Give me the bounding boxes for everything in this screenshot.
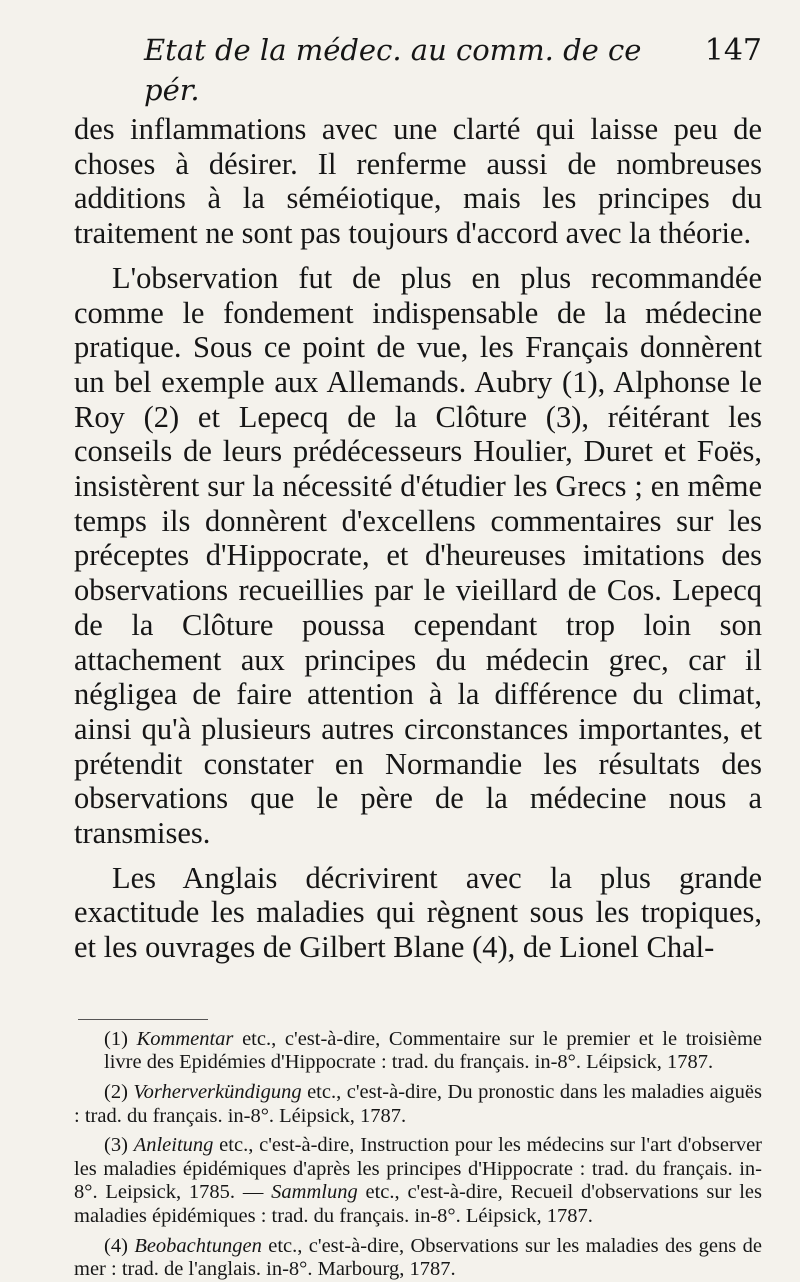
footnote-text: etc., c'est-à-dire, Observations sur les maladies des gens de mer : trad. de l'anglais. in-8°. Marbourg, 1787. bbox=[74, 1234, 762, 1281]
footnote-4 bbox=[74, 1235, 762, 1282]
footnote-title: Anleitung bbox=[133, 1134, 214, 1157]
paragraph-2: L'observation fut de plus en plus recommandée comme le fondement indispensable de la médecine pratique. Sous ce point de vue, les Français donnèrent un bel exemple aux Allemands. Aubry (1), Alphonse le Roy (2) et Lepecq de la Clôture (3), réitérant les conseils de leurs prédécesseurs Houlier, Duret et Foës, insistèrent sur la nécessité d'étudier les Grecs ; en même temps ils donnèrent d'excellens commentaires sur les préceptes d'Hippocrate, et d'heureuses imitations des observations recueillies par le vieillard de Cos. Lepecq de la Clôture poussa cependant trop loin son attachement aux principes du médecin grec, car il négligea de faire attention à la différence du climat, ainsi qu'à plusieurs autres circonstances importantes, et prétendit constater en Normandie les résultats des observations que le père de la médecine nous a transmises. bbox=[74, 260, 762, 851]
footnote-title-2: Sammlung bbox=[271, 1181, 358, 1204]
paragraph-1: des inflammations avec une clarté qui laisse peu de choses à désirer. Il renferme aussi de nombreuses additions à la séméiotique, mais les principes du traitement ne sont pas toujours d'accord avec la théorie. bbox=[74, 112, 762, 251]
running-head bbox=[144, 30, 762, 110]
footnote-text: etc., c'est-à-dire, Du pronostic dans les maladies aiguës : trad. du français. in-8°. Léipsick, 1787. bbox=[74, 1081, 763, 1127]
footnote-number: (3) bbox=[104, 1134, 128, 1157]
footnote-3 bbox=[74, 1134, 762, 1228]
footnote-title: Beobachtungen bbox=[134, 1234, 262, 1257]
footnote-title: Vorherverkündigung bbox=[133, 1081, 302, 1104]
footnote-2 bbox=[74, 1081, 762, 1128]
footnote-rule bbox=[78, 1019, 208, 1020]
footnote-1 bbox=[74, 1028, 762, 1075]
footnote-number: (4) bbox=[104, 1234, 128, 1257]
body-text bbox=[74, 112, 762, 965]
footnote-text-2: etc., c'est-à-dire, Recueil d'observations sur les maladies épidémiques : trad. du français. in-8°. Léipsick, 1787. bbox=[74, 1181, 762, 1228]
footnote-title: Kommentar bbox=[136, 1027, 234, 1050]
footnote-text: etc., c'est-à-dire, Instruction pour les médecins sur l'art d'observer les maladies épidémiques d'après les principes d'Hippocrate : trad. du français. in-8°. Leipsick, 1785. — bbox=[74, 1134, 763, 1204]
footnotes bbox=[74, 1028, 762, 1282]
page-number: 147 bbox=[704, 33, 762, 68]
paragraph-3: Les Anglais décrivirent avec la plus grande exactitude les maladies qui règnent sous les tropiques, et les ouvrages de Gilbert Blane (4), de Lionel Chal- bbox=[74, 860, 762, 965]
running-title: Etat de la médec. au comm. de ce pér. bbox=[144, 33, 642, 107]
footnote-number: (2) bbox=[104, 1081, 128, 1104]
footnote-number: (1) bbox=[104, 1027, 128, 1050]
footnote-text: etc., c'est-à-dire, Commentaire sur le premier et le troisième livre des Epidémies d'Hippocrate : trad. du français. in-8°. Léipsick, 1787. bbox=[104, 1027, 763, 1074]
